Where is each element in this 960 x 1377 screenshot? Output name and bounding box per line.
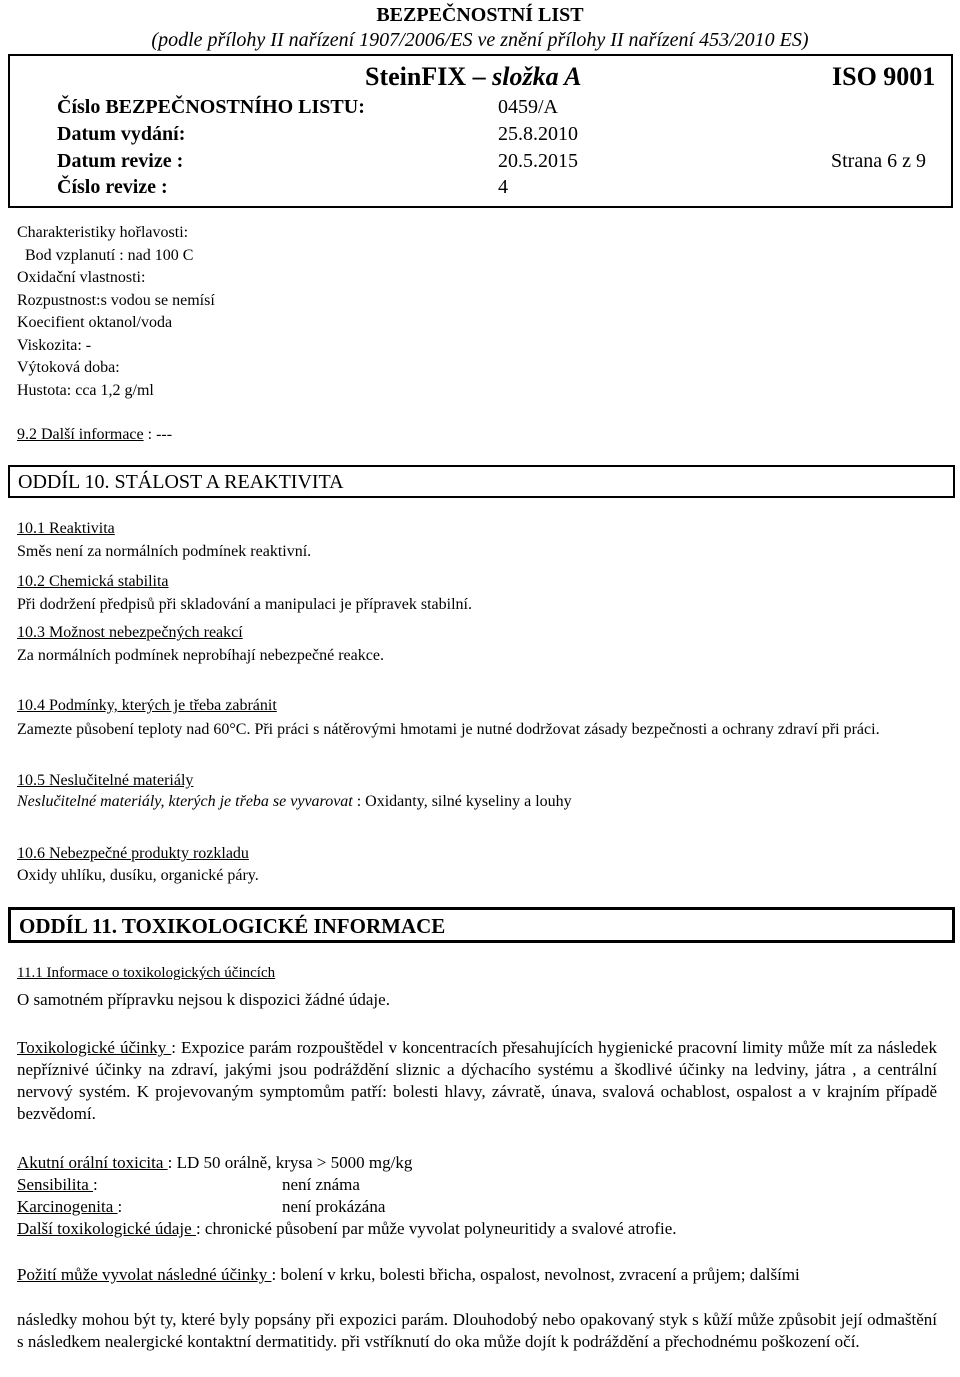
section-10-6-heading: 10.6 Nebezpečné produkty rozkladu [17, 845, 249, 862]
toxicological-effects-label: Toxikologické účinky [17, 1038, 172, 1057]
revision-number-label: Číslo revize : [57, 176, 168, 198]
sensitization [17, 1175, 98, 1195]
sheet-number-value: 0459/A [498, 96, 558, 118]
product-name [365, 62, 581, 92]
section-10-6-text: Oxidy uhlíku, dusíku, organické páry. [17, 867, 259, 884]
carcinogenicity-colon: : [117, 1197, 123, 1216]
iso-label: ISO 9001 [832, 62, 936, 91]
section-11-header [8, 907, 955, 943]
header-box [8, 54, 953, 208]
other-toxicological-label: Další toxikologické údaje [17, 1219, 196, 1238]
section-10-5-italic: Neslučitelné materiály, kterých je třeba se vyvarovat [17, 793, 353, 810]
section-10-5-heading: 10.5 Neslučitelné materiály [17, 772, 194, 789]
section-10-3-text: Za normálních podmínek neprobíhají nebezpečné reakce. [17, 647, 384, 664]
section-10-2-heading: 10.2 Chemická stabilita [17, 573, 169, 590]
sheet-number-label: Číslo BEZPEČNOSTNÍHO LISTU: [57, 96, 365, 118]
section-10-5-rest: : Oxidanty, silné kyseliny a louhy [352, 793, 572, 810]
document-subtitle: (podle přílohy II nařízení 1907/2006/ES ve znění přílohy II nařízení 453/2010 ES) [151, 29, 809, 51]
sensitization-colon: : [93, 1175, 98, 1194]
property-line: Bod vzplanutí : nad 100 C [17, 247, 194, 264]
page-indicator: Strana 6 z 9 [831, 150, 926, 172]
ingestion-effects [17, 1265, 800, 1285]
issue-date-label: Datum vydání: [57, 123, 186, 145]
property-line: Koecifient oktanol/voda [17, 314, 173, 331]
ingestion-effects-value: : bolení v krku, bolesti břicha, ospalost, nevolnost, zvracení a průjem; dalšími [271, 1265, 800, 1284]
section-10-5-text [17, 793, 572, 811]
revision-date-label: Datum revize : [57, 150, 184, 172]
carcinogenicity-value: není prokázána [282, 1197, 386, 1216]
other-toxicological-value: : chronické působení par může vyvolat polyneuritidy a svalové atrofie. [195, 1219, 677, 1238]
section-10-1-heading: 10.1 Reaktivita [17, 520, 115, 537]
section-10-header [8, 465, 955, 498]
product-prefix: SteinFIX – [365, 62, 493, 91]
document-title: BEZPEČNOSTNÍ LIST [376, 4, 584, 26]
ingestion-effects-continuation: následky mohou být ty, které byly popsány při expozici parám. Dlouhodobý nebo opakovaný styk s kůží může způsobit její odmaštění s následkem nealergické kontaktní dermatitidy. při vstříknutí do oka může dojít k podráždění a přechodnému poškození očí. [17, 1310, 937, 1351]
ingestion-effects-label: Požití může vyvolat následné účinky [17, 1265, 272, 1284]
sensitization-value: není známa [282, 1175, 360, 1194]
section-11-1-heading: 11.1 Informace o toxikologických účincích [17, 965, 276, 981]
revision-number-value: 4 [498, 176, 508, 198]
property-line: Viskozita: - [17, 337, 92, 354]
sensitization-label: Sensibilita [17, 1175, 94, 1194]
issue-date-value: 25.8.2010 [498, 123, 578, 145]
property-line: Hustota: cca 1,2 g/ml [17, 382, 154, 399]
revision-date-value: 20.5.2015 [498, 150, 578, 172]
toxicological-effects-text: : Expozice parám rozpouštědel v koncentracích přesahujících hygienické pracovní limity může mít za následek nepříznivé účinky na zdraví, jakými jsou podráždění sliznic a dýchacího systému a škodlivé účinky na ledviny, játra , a centrální nervový systém. K projevovaným symptomům patří: bolesti hlavy, závratě, únava, svalová ochablost, ospalost a v krajním případě bezvědomí. [17, 1038, 937, 1123]
acute-toxicity-label: Akutní orální toxicita [17, 1153, 168, 1172]
property-line: Výtoková doba: [17, 359, 120, 376]
section-10-title: ODDÍL 10. STÁLOST A REAKTIVITA [18, 471, 344, 493]
product-component: složka A [492, 62, 582, 91]
section-10-1-text: Směs není za normálních podmínek reaktivní. [17, 543, 312, 560]
section-9-2 [17, 426, 172, 444]
acute-toxicity [17, 1153, 412, 1173]
section-11-title: ODDÍL 11. TOXIKOLOGICKÉ INFORMACE [19, 914, 446, 938]
property-line: Charakteristiky hořlavosti: [17, 224, 189, 241]
section-10-2-text: Při dodržení předpisů při skladování a manipulaci je přípravek stabilní. [17, 596, 472, 613]
property-line: Oxidační vlastnosti: [17, 269, 146, 286]
section-10-3-heading: 10.3 Možnost nebezpečných reakcí [17, 624, 243, 641]
section-9-2-heading: 9.2 Další informace [17, 426, 144, 443]
section-9-2-value: : --- [143, 426, 173, 443]
carcinogenicity-label: Karcinogenita [17, 1197, 118, 1216]
other-toxicological-data [17, 1219, 677, 1239]
property-line: Rozpustnost:s vodou se nemísí [17, 292, 215, 309]
section-10-4-heading: 10.4 Podmínky, kterých je třeba zabránit [17, 697, 277, 714]
section-11-1-text: O samotném přípravku nejsou k dispozici žádné údaje. [17, 990, 390, 1009]
toxicological-effects [17, 1037, 937, 1125]
acute-toxicity-value: : LD 50 orálně, krysa > 5000 mg/kg [167, 1153, 413, 1172]
carcinogenicity [17, 1197, 122, 1217]
section-10-4-text: Zamezte působení teploty nad 60°C. Při práci s nátěrovými hmotami je nutné dodržovat zásady bezpečnosti a ochrany zdraví při práci. [17, 721, 880, 738]
